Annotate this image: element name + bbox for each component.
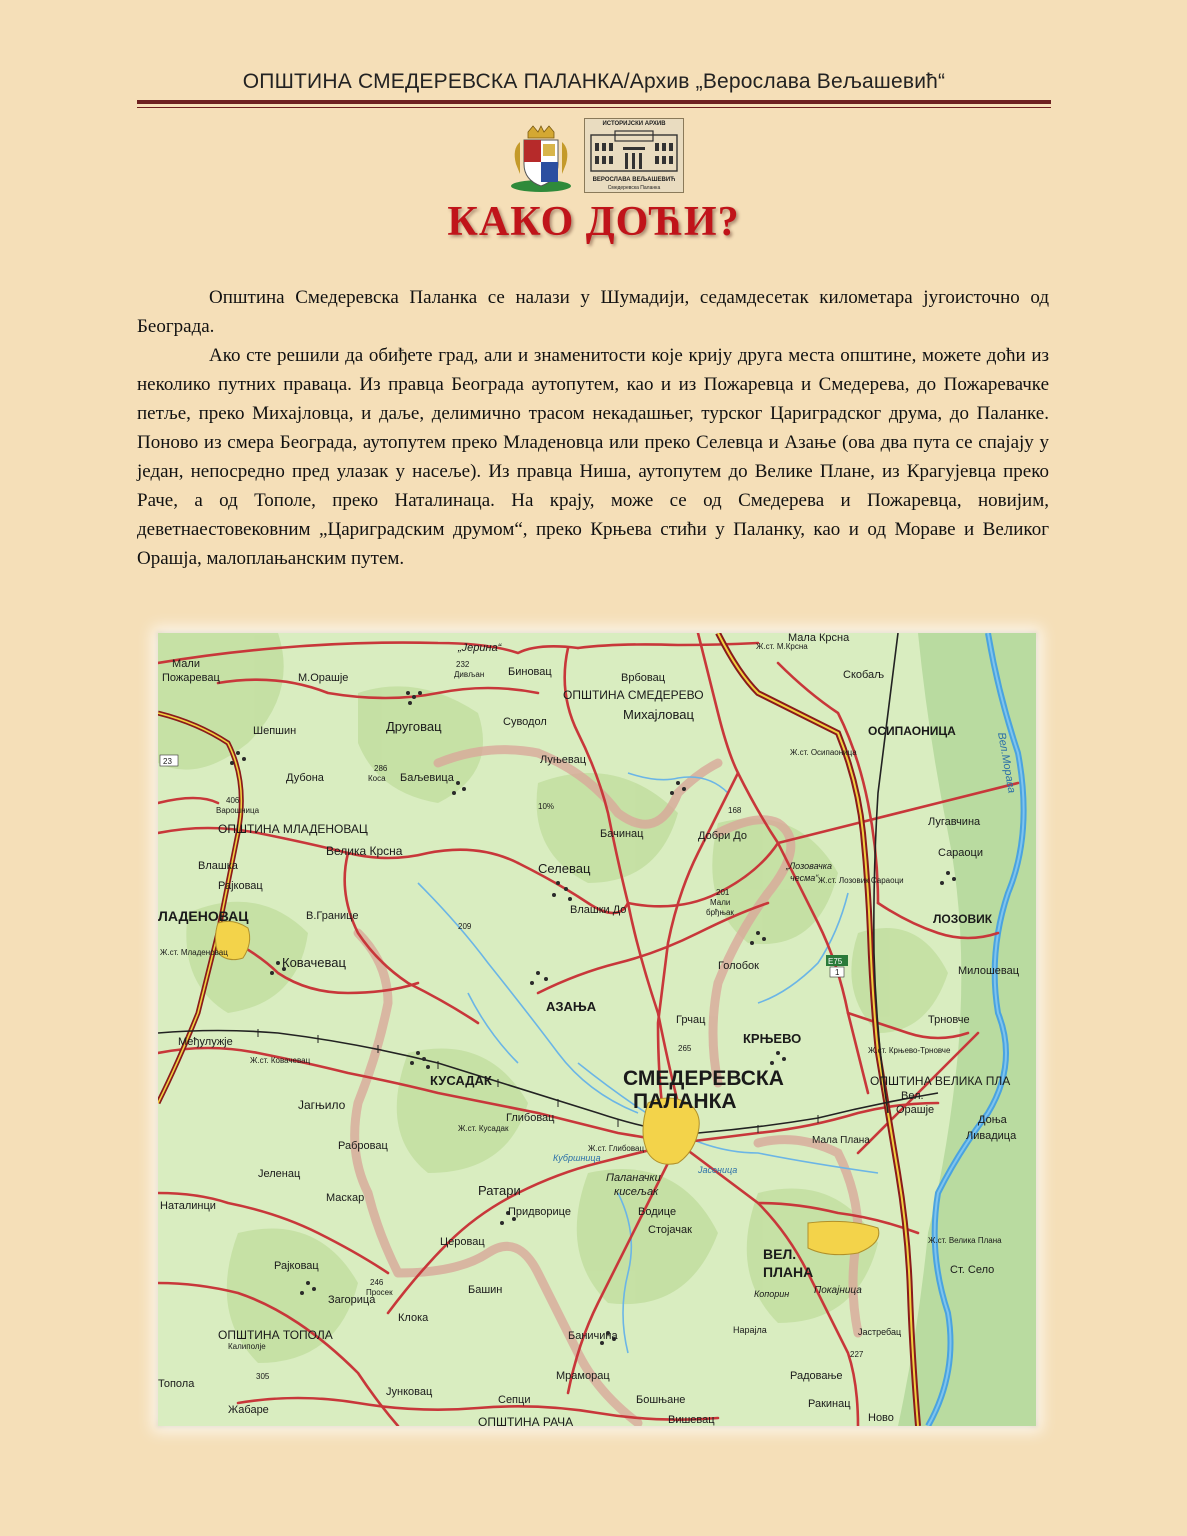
map-label-e75: E75 [828,957,843,966]
map-label-vorasje1: Вел. [901,1090,924,1102]
header-rule-thin [137,107,1051,108]
map-label-pokajnica: Покајница [814,1285,862,1296]
map-label-h209: 209 [458,922,472,931]
map-label-dobrido: Добри До [698,830,748,842]
map-label-jagnjilo: Јагњило [298,1098,346,1112]
map-label-kusadak: КУСАДАК [430,1073,492,1088]
map-label-bacinac: Бачинац [600,828,644,840]
map-label-vorasje2: Орашје [896,1104,935,1116]
map-label-h168: 168 [728,806,742,815]
map-label-mbrdnjak2: брђњак [706,908,734,917]
map-label-kloka: Клока [398,1312,429,1324]
map-label-velmorava: Вел.Морава [995,731,1018,795]
archive-logo-name: ВЕРОСЛАВА ВЕЉАШЕВИЋ [592,177,676,183]
map-label-mladenovac: ЛАДЕНОВАЦ [158,908,249,924]
map-label-velplana1: ВЕЛ. [763,1246,797,1262]
map-label-kubrsnica: Кубршница [553,1153,601,1163]
map-label-radovanje: Радовање [790,1370,843,1382]
map-label-koporin: Копорин [754,1289,790,1299]
map-label-h305: 305 [256,1372,270,1381]
map-label-novo: Ново [868,1412,894,1424]
map-label-krnjevo: КРЊЕВО [743,1031,802,1046]
map-label-narajla: Нарајла [733,1325,767,1335]
map-label-h286: 286 [374,764,388,773]
map-label-maskar: Маскар [326,1192,365,1204]
map-label-cerovac: Церовац [440,1236,485,1248]
map-label-h201: 201 [716,888,730,897]
archive-logo [584,118,684,193]
archive-building-icon [585,129,683,175]
map-label-h265: 265 [678,1044,692,1053]
map-label-velplana2: ПЛАНА [763,1264,814,1280]
map-label-h246: 246 [370,1278,384,1287]
map-label-sepsin: Шепшин [253,725,297,737]
map-label-opst-mladenovac: ОПШТИНА МЛАДЕНОВАЦ [218,822,368,836]
map-label-kiseljak1: Паланачки [606,1172,661,1184]
map-label-palanka2: ПАЛАНКА [633,1090,737,1113]
map-label-lunjevac: Луњевац [540,754,587,766]
map-label-divljan: Дивљан [454,670,485,679]
map-label-kusadak-st: Ж.ст. Кусадак [458,1124,509,1133]
map-label-jasenica: Јасеница [698,1165,738,1175]
map-label-vplana-st: Ж.ст. Велика Плана [928,1236,1002,1245]
map-label-selevac: Селевац [538,861,591,876]
map-label-suvodol: Суводол [503,716,547,728]
map-label-visevac: Вишевац [668,1414,715,1426]
coat-of-arms-icon [506,124,576,194]
map-label-opst-topola: ОПШТИНА ТОПОЛА [218,1328,333,1342]
map-label-drugovac: Друговац [386,719,442,734]
map-label-bosnjane: Бошњане [636,1394,686,1406]
body-text [137,283,1049,573]
map-label-mladenovac-st: Ж.ст. Младеновац [160,948,228,957]
map-label-mpozarevac2: Пожаревац [162,672,220,684]
map-label-prosek: Просек [366,1288,393,1297]
map-label-binovac: Биновац [508,666,552,678]
map-label-milosevac: Милошевац [958,965,1020,977]
map-label-basin: Башин [468,1284,503,1296]
map-label-ratari: Ратари [478,1183,521,1198]
map-label-topola: Топола [158,1378,195,1390]
map-label-rabrovac: Рабровац [338,1140,388,1152]
map-label-rajkovac: Рајковац [218,880,263,892]
map-label-opst-raca: ОПШТИНА РАЧА [478,1415,574,1426]
map-label-trnovce: Трновче [928,1014,970,1026]
map-label-zagorica: Загорица [328,1294,376,1306]
map-label-mramorac: Мраморац [556,1370,610,1382]
map-label-kiseljak2: кисељак [614,1186,659,1198]
map-label-lozovik-st: Ж.ст. Лозовик Сараоци [818,876,904,885]
map-label-vlaska: Влашка [198,860,238,872]
map-label-pridvorice: Придворице [508,1206,571,1218]
map-label-mbrdnjak1: Мали [710,898,731,907]
archive-logo-city: Смедеревска Паланка [607,185,661,191]
map-label-baljevac: Баљевица [400,772,454,784]
map-label-malakrsna: Мала Крсна [788,633,850,644]
map-label-zabare: Жабаре [228,1404,269,1416]
map-label-h227: 227 [850,1350,864,1359]
map-label-rajkovac2: Рајковац [274,1260,319,1272]
map-label-mpozarevac1: Мали [172,658,200,670]
paragraph-1: Општина Смедеревска Паланка се налази у Шумадији, седамдесетак километара југоисточно од Београда. [137,287,1049,337]
map-label-jastrebac: Јастребац [858,1327,902,1337]
map-label-banicina: Баничина [568,1330,618,1342]
logos [506,118,686,193]
map-label-medjuluzje: Међулужје [178,1036,233,1048]
map-label-krnjevo-st: Ж.ст. Крњево-Трновче [868,1046,951,1055]
map-label-vlaskido: Влашки До [570,904,627,916]
map-label-glibovac: Глибовац [506,1112,555,1124]
paragraph-2: Ако сте решили да обиђете град, али и знаменитости које крију друга места општине, можете доћи из неколико путних праваца. Из правца Београда аутопутем, као и из Пожаревца и Смедерева, до Пожаревачке петље, преко Михајловца, и даље, делимично трасом некадашњег, турског Цариградског друма, до Паланке. Поново из смера Београда, аутопутем преко Младеновца или преко Селевца и Азање (ова два пута се спајају у један, непосредно пред улазак у насеље). Из правца Ниша, аутопутем до Велике Плане, из Крагујевца преко Раче, а од Тополе, преко Наталинаца. На крају, може се од Смедерева и Пожаревца, новијим, деветнаестовековним „Цариградским друмом“, преко Крњева стићи у Паланку, као и од Мораве и Великог Орашја, малоплањанским путем. [137,345,1049,569]
map-label-grcac: Грчац [676,1014,706,1026]
page-header: ОПШТИНА СМЕДЕРЕВСКА ПАЛАНКА/Архив „Верослава Вељашевић“ [242,70,946,93]
map-label-lozovik: ЛОЗОВИК [933,912,993,926]
map-label-natalinci: Наталинци [160,1200,216,1212]
map-label-glibovac-st: Ж.ст. Глибовац [588,1144,645,1153]
map-label-vodice: Водице [638,1206,677,1218]
page-title: КАКО ДОЋИ? [447,199,740,245]
map-label-skobalj: Скобаљ [843,669,885,681]
map-label-h232: 232 [456,660,470,669]
map-label-malaplana: Мала Плана [812,1135,870,1146]
map-label-saraorci: Сараоци [938,847,983,859]
archive-logo-top: ИСТОРИЈСКИ АРХИВ [602,121,666,127]
map-label-h406: 406 [226,796,240,805]
map-label-lugavcina: Лугавчина [928,816,981,828]
map-label-rakinac: Ракинац [808,1398,851,1410]
map-label-kalipolje: Калиполје [228,1342,266,1351]
map-label-osipaonica-st: Ж.ст. Осипаоница [790,748,857,757]
map-label-jelenac: Јеленац [258,1168,301,1180]
map-label-osipaonica: ОСИПАОНИЦА [868,724,956,738]
map-label-vkrsna: Велика Крсна [326,844,403,858]
map-label-road23: 23 [163,757,172,766]
map-label-morasje: М.Орашје [298,672,349,684]
map-label-varosnica: Варошница [216,806,260,815]
map-label-vgranice: В.Границе [306,910,359,922]
road-map [158,633,1036,1426]
map-label-e75n: 1 [835,968,840,977]
map-label-junkovac: Јунковац [386,1386,433,1398]
map-label-sepci: Сепци [498,1394,531,1406]
map-label-kosa: Коса [368,774,386,783]
map-label-opst-vplana: ОПШТИНА ВЕЛИКА ПЛА [870,1074,1011,1088]
map-label-donja1: Доња [978,1114,1007,1126]
map-label-golobok: Голобок [718,960,759,972]
map-label-mkrsna-st: Ж.ст. М.Крсна [756,642,808,651]
header-rule-thick [137,100,1051,104]
map-label-mihajlovac: Михајловац [623,707,694,722]
map-label-opst-smederevo: ОПШТИНА СМЕДЕРЕВО [563,688,704,702]
map-label-jerina: „Јерина“ [458,642,502,654]
map-label-vrbovac: Врбовац [621,672,666,684]
map-label-lozovacka1: „Лозовачка [786,861,832,871]
map-label-azanja: АЗАЊА [546,999,597,1014]
map-label-kovacevac-st: Ж.ст. Ковачевац [250,1056,311,1065]
map-label-pct10: 10% [538,802,555,811]
map-label-kovacevac: Ковачевац [282,955,346,970]
map-label-donja2: Ливадица [966,1130,1017,1142]
map-label-stselo: Ст. Село [950,1264,995,1276]
map-label-dubona: Дубона [286,772,324,784]
map-label-palanka1: СМЕДЕРЕВСКА [623,1067,784,1090]
map-label-stojacak: Стојачак [648,1224,692,1236]
map-label-lozovacka2: чесма“ [790,873,819,883]
